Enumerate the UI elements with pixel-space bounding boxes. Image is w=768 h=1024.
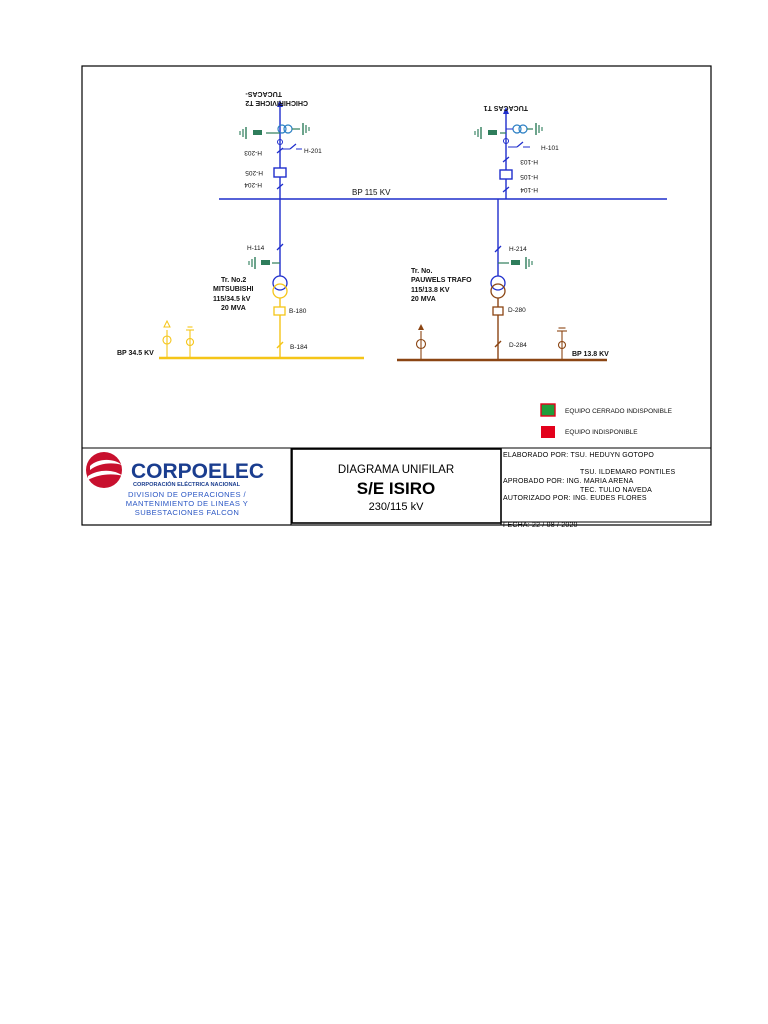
label-h103: H-103 bbox=[520, 158, 538, 165]
corpoelec-logo bbox=[86, 452, 264, 488]
label-h205: H-205 bbox=[245, 169, 263, 176]
bus-13.8kv-label: BP 13.8 KV bbox=[572, 351, 609, 358]
logo-subtitle: CORPORACIÓN ELÉCTRICA NACIONAL bbox=[133, 482, 241, 488]
tr1-line-2: PAUWELS TRAFO bbox=[411, 277, 472, 284]
surge-arrester-icon bbox=[261, 260, 270, 265]
autorizado-por: AUTORIZADO POR: ING. EUDES FLORES bbox=[503, 495, 647, 502]
bay-transformer-2 bbox=[249, 199, 287, 358]
transformer-secondary-winding bbox=[491, 284, 505, 298]
feeder-left-label: TUCACAS- bbox=[245, 90, 282, 97]
surge-arrester-icon bbox=[253, 130, 262, 135]
transformer-primary-winding bbox=[273, 276, 287, 290]
label-h105: H-105 bbox=[520, 173, 538, 180]
bay-transformer-1 bbox=[491, 199, 532, 360]
feeder-left-label-2: CHICHIRIVICHE T2 bbox=[245, 99, 308, 106]
surge-arrester-icon bbox=[511, 260, 520, 265]
legend-label-unavailable: EQUIPO INDISPONIBLE bbox=[565, 429, 638, 436]
aprobado-por: APROBADO POR: ING. MARIA ARENA bbox=[503, 478, 634, 485]
station-voltage: 230/115 kV bbox=[368, 501, 424, 513]
logo-wordmark: CORPOELEC bbox=[131, 460, 265, 483]
label-h214: H-214 bbox=[509, 246, 527, 253]
transformer-primary-winding bbox=[491, 276, 505, 290]
elaborado-por: ELABORADO POR: TSU. HEDUYN GOTOPO bbox=[503, 452, 655, 459]
surge-arrester-icon bbox=[488, 130, 497, 135]
aprobado-extra-2: TEC. TULIO NAVEDA bbox=[580, 487, 652, 494]
label-d284: D-284 bbox=[509, 342, 527, 349]
division-line-2: MANTENIMIENTO DE LINEAS Y bbox=[125, 499, 249, 508]
fecha: FECHA: 22 / 08 / 2020 bbox=[503, 522, 578, 529]
division-line-1: DIVISION DE OPERACIONES / bbox=[127, 490, 247, 499]
label-d280: D-280 bbox=[508, 307, 526, 314]
breaker-d280 bbox=[493, 307, 503, 315]
transformer-secondary-winding bbox=[273, 284, 287, 298]
breaker-h205 bbox=[274, 168, 286, 177]
label-h101: H-101 bbox=[541, 145, 559, 152]
bus-34.5kv-label: BP 34.5 KV bbox=[117, 350, 154, 357]
bus-13.8kv-instruments bbox=[417, 324, 568, 360]
breaker-h105 bbox=[500, 170, 512, 179]
tr2-line-3: 115/34.5 kV bbox=[213, 296, 251, 303]
tr2-line-4: 20 MVA bbox=[221, 305, 246, 312]
label-h204: H-204 bbox=[244, 181, 262, 188]
drawing-title: DIAGRAMA UNIFILAR bbox=[337, 464, 455, 476]
label-h104: H-104 bbox=[520, 186, 538, 193]
tr1-line-4: 20 MVA bbox=[411, 296, 436, 303]
label-h114: H-114 bbox=[247, 245, 265, 252]
bus-115kv-label: BP 115 KV bbox=[352, 188, 391, 197]
logo-emblem-icon bbox=[86, 452, 122, 488]
legend-label-closed-unavailable: EQUIPO CERRADO INDISPONIBLE bbox=[565, 408, 672, 415]
division-line-3: SUBESTACIONES FALCON bbox=[134, 508, 240, 517]
tr1-line-1: Tr. No. bbox=[411, 268, 433, 275]
tr2-line-1: Tr. No.2 bbox=[221, 277, 247, 284]
label-h203: H-203 bbox=[244, 149, 262, 156]
label-b180: B-180 bbox=[289, 308, 307, 315]
feeder-right bbox=[475, 107, 542, 199]
feeder-right-label: TUCACAS T1 bbox=[483, 104, 528, 111]
tr1-line-3: 115/13.8 KV bbox=[411, 287, 450, 294]
tr2-line-2: MITSUBISHI bbox=[213, 286, 254, 293]
label-h201: H-201 bbox=[304, 148, 322, 155]
station-name: S/E ISIRO bbox=[356, 479, 436, 498]
breaker-b180 bbox=[274, 307, 285, 315]
label-b184: B-184 bbox=[290, 344, 308, 351]
legend-swatch-closed-unavailable bbox=[541, 404, 555, 416]
legend-swatch-unavailable bbox=[541, 426, 555, 438]
aprobado-extra: TSU. ILDEMARO PONTILES bbox=[580, 469, 676, 476]
bus-34.5kv-instruments bbox=[163, 321, 194, 358]
